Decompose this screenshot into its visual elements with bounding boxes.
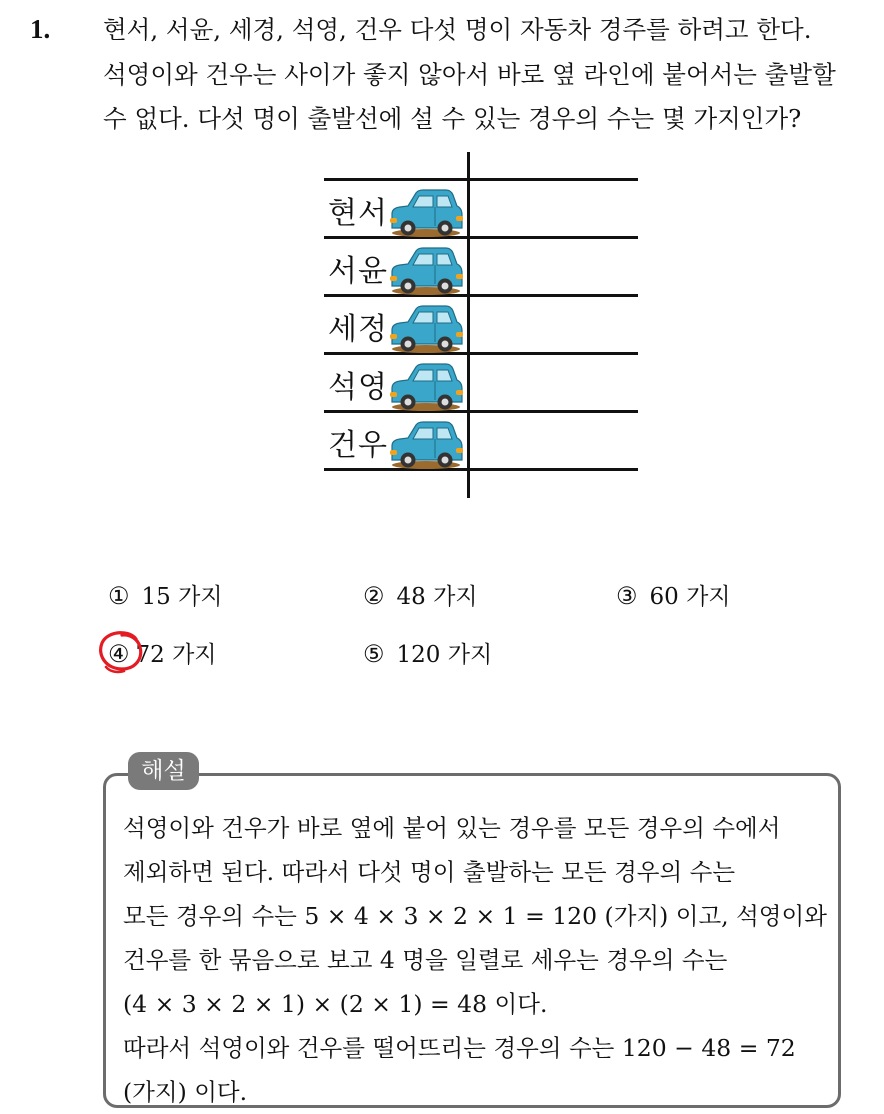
car-icon [388,362,464,412]
question-text [103,8,873,142]
racer-name: 세정 [328,312,388,347]
choice-marker: ④ [108,642,130,668]
explanation-line: (가지) 이다. [123,1078,248,1106]
question-line: 수 없다. 다섯 명이 출발선에 설 수 있는 경우의 수는 몇 가지인가? [103,104,802,133]
choice-4[interactable] [108,636,217,669]
answer-circle-mark [96,627,148,675]
racer-name: 현서 [328,196,388,231]
question-number: 1. [30,14,51,44]
question-line: 석영이와 건우는 사이가 좋지 않아서 바로 옆 라인에 붙어서는 출발할 [103,59,836,89]
choice-marker: ③ [616,584,638,610]
explanation-line: 제외하면 된다. 따라서 다섯 명이 출발하는 모든 경우의 수는 [123,858,736,886]
lane-3 [324,296,467,352]
starting-lanes-figure [324,152,638,498]
car-icon [388,246,464,296]
choice-text: 48 가지 [396,584,478,610]
start-line [467,152,470,498]
car-icon [388,420,464,470]
car-icon [388,188,464,238]
explanation-tag: 해설 [128,752,199,790]
choice-marker: ⑤ [363,642,385,668]
choice-1[interactable] [108,578,223,611]
lane-1 [324,180,467,236]
explanation-line: 따라서 석영이와 건우를 떨어뜨리는 경우의 수는 120 − 48 = 72 [123,1034,796,1062]
choice-2[interactable] [363,578,478,611]
choice-3[interactable] [616,578,731,611]
choice-text: 15 가지 [141,584,223,610]
choice-5[interactable] [363,636,492,669]
racer-name: 서윤 [328,254,388,289]
explanation-line: (4 × 3 × 2 × 1) × (2 × 1) = 48 이다. [123,990,548,1018]
choice-marker: ② [363,584,385,610]
racer-name: 석영 [328,370,388,405]
question-line: 현서, 서윤, 세경, 석영, 건우 다섯 명이 자동차 경주를 하려고 한다. [103,15,812,44]
explanation-line: 건우를 한 묶음으로 보고 4 명을 일렬로 세우는 경우의 수는 [123,946,728,974]
lane-2 [324,238,467,294]
choice-text: 120 가지 [396,642,493,668]
choice-text: 72 가지 [135,642,217,668]
explanation-line: 모든 경우의 수는 5 × 4 × 3 × 2 × 1 = 120 (가지) 이고, 석영이와 [123,902,827,930]
explanation-line: 석영이와 건우가 바로 옆에 붙어 있는 경우를 모든 경우의 수에서 [123,814,781,842]
choice-marker: ① [108,584,130,610]
car-icon [388,304,464,354]
racer-name: 건우 [328,428,388,463]
lane-4 [324,354,467,410]
lane-divider [324,468,638,471]
explanation-text [123,806,827,1114]
lane-5 [324,412,467,468]
choice-text: 60 가지 [649,584,731,610]
